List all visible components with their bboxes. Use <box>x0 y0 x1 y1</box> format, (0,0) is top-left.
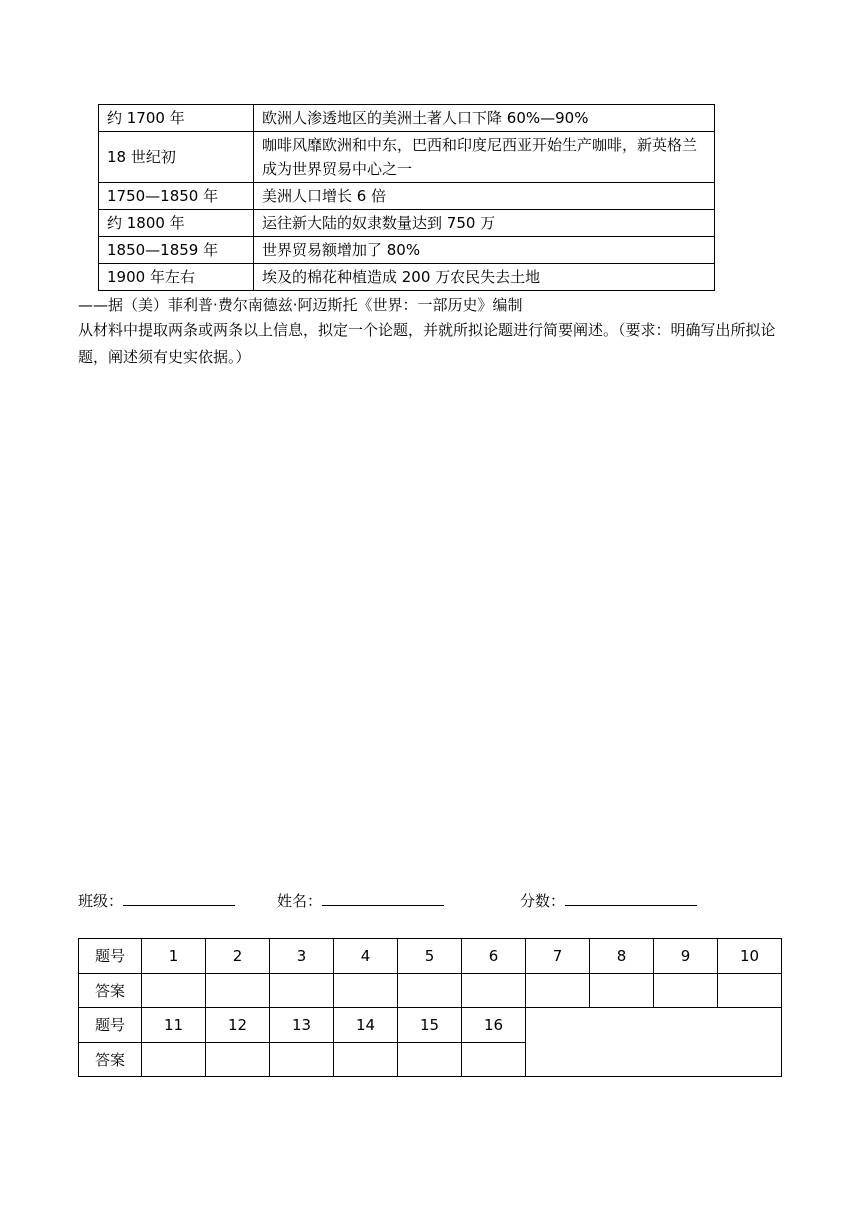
class-field <box>78 889 235 912</box>
event-cell: 咖啡风靡欧洲和中东，巴西和印度尼西亚开始生产咖啡，新英格兰成为世界贸易中心之一 <box>254 132 715 183</box>
answer-cell[interactable] <box>718 973 782 1008</box>
question-number: 16 <box>462 1008 526 1043</box>
question-number-row <box>79 1008 782 1043</box>
question-number-label: 题号 <box>79 1008 142 1043</box>
question-number: 9 <box>654 939 718 974</box>
answer-cell[interactable] <box>462 973 526 1008</box>
question-number: 11 <box>142 1008 206 1043</box>
class-label: 班级： <box>78 892 124 910</box>
answer-grid <box>78 938 782 1077</box>
score-blank[interactable] <box>565 889 697 906</box>
question-number: 6 <box>462 939 526 974</box>
answer-cell[interactable] <box>526 973 590 1008</box>
answer-cell[interactable] <box>334 973 398 1008</box>
answer-cell[interactable] <box>334 1042 398 1077</box>
answer-label: 答案 <box>79 973 142 1008</box>
table-row <box>99 132 715 183</box>
name-field <box>277 889 444 912</box>
material-table <box>98 104 715 291</box>
event-cell: 美洲人口增长 6 倍 <box>254 183 715 210</box>
answer-cell[interactable] <box>654 973 718 1008</box>
question-prompt: 从材料中提取两条或两条以上信息，拟定一个论题，并就所拟论题进行简要阐述。（要求：明确写出所拟论题，阐述须有史实依据。） <box>78 321 776 366</box>
table-row <box>99 210 715 237</box>
answer-label: 答案 <box>79 1042 142 1077</box>
question-number: 13 <box>270 1008 334 1043</box>
time-cell: 18 世纪初 <box>99 132 254 183</box>
answer-cell[interactable] <box>142 1042 206 1077</box>
answer-row <box>79 973 782 1008</box>
time-cell: 1850—1859 年 <box>99 237 254 264</box>
empty-merged-cell <box>526 1008 782 1077</box>
question-number: 14 <box>334 1008 398 1043</box>
table-row <box>99 105 715 132</box>
event-cell: 世界贸易额增加了 80% <box>254 237 715 264</box>
answer-cell[interactable] <box>206 1042 270 1077</box>
question-number: 2 <box>206 939 270 974</box>
question-number: 4 <box>334 939 398 974</box>
table-row <box>99 264 715 291</box>
question-number: 5 <box>398 939 462 974</box>
time-cell: 约 1700 年 <box>99 105 254 132</box>
event-cell: 欧洲人渗透地区的美洲土著人口下降 60%—90% <box>254 105 715 132</box>
answer-cell[interactable] <box>590 973 654 1008</box>
score-label: 分数： <box>520 892 566 910</box>
answer-cell[interactable] <box>270 1042 334 1077</box>
answer-cell[interactable] <box>462 1042 526 1077</box>
answer-cell[interactable] <box>206 973 270 1008</box>
question-number: 7 <box>526 939 590 974</box>
answer-cell[interactable] <box>398 1042 462 1077</box>
question-number: 12 <box>206 1008 270 1043</box>
question-number: 8 <box>590 939 654 974</box>
time-cell: 1900 年左右 <box>99 264 254 291</box>
answer-cell[interactable] <box>398 973 462 1008</box>
table-row <box>99 183 715 210</box>
answer-cell[interactable] <box>270 973 334 1008</box>
event-cell: 运往新大陆的奴隶数量达到 750 万 <box>254 210 715 237</box>
time-cell: 1750—1850 年 <box>99 183 254 210</box>
question-number: 3 <box>270 939 334 974</box>
question-number-label: 题号 <box>79 939 142 974</box>
question-number-row <box>79 939 782 974</box>
question-number: 10 <box>718 939 782 974</box>
source-citation: ——据（美）菲利普·费尔南德兹·阿迈斯托《世界：一部历史》编制 <box>78 296 523 314</box>
class-blank[interactable] <box>123 889 235 906</box>
question-number: 1 <box>142 939 206 974</box>
name-label: 姓名： <box>277 892 323 910</box>
time-cell: 约 1800 年 <box>99 210 254 237</box>
name-blank[interactable] <box>322 889 444 906</box>
table-row <box>99 237 715 264</box>
event-cell: 埃及的棉花种植造成 200 万农民失去土地 <box>254 264 715 291</box>
question-number: 15 <box>398 1008 462 1043</box>
score-field <box>520 889 697 912</box>
answer-cell[interactable] <box>142 973 206 1008</box>
